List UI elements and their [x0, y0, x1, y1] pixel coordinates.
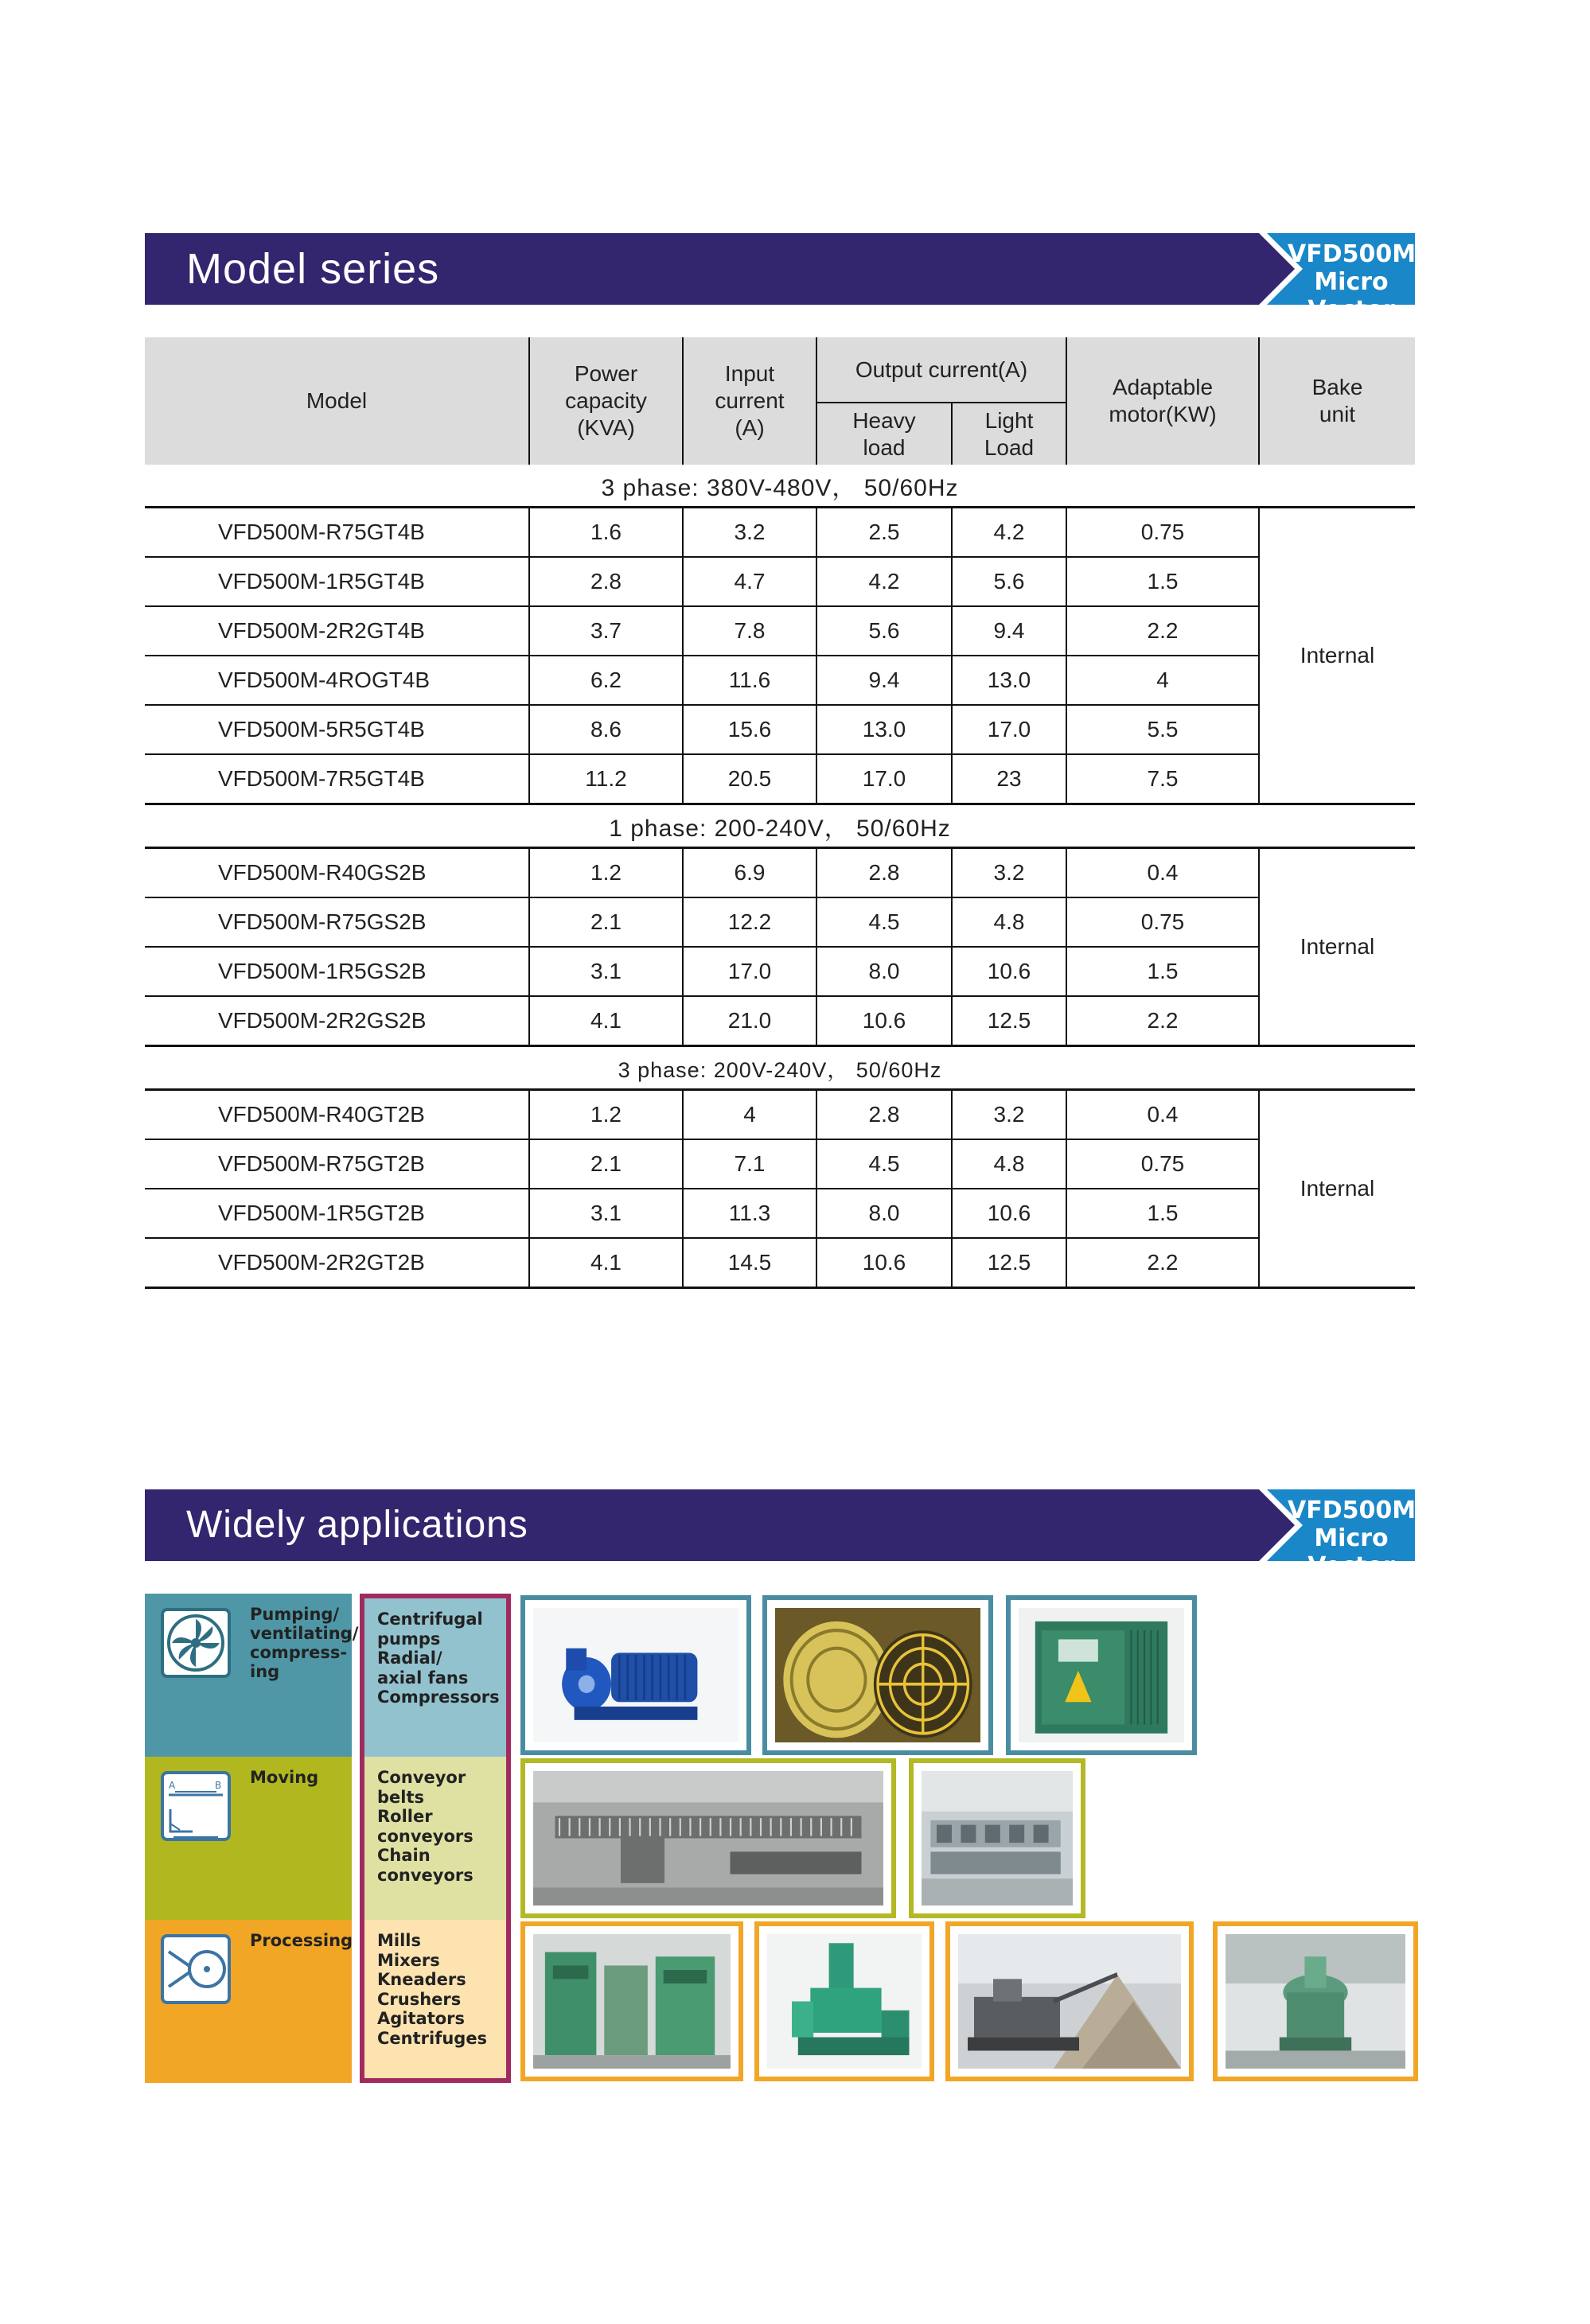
application-item: axial fans — [377, 1668, 469, 1688]
cell-input: 3.2 — [683, 508, 816, 558]
cell-light: 10.6 — [952, 1189, 1066, 1238]
header-input-current: Input current (A) — [683, 337, 816, 465]
cell-input: 14.5 — [683, 1238, 816, 1288]
application-item: conveyors — [377, 1826, 473, 1846]
table-row — [145, 1238, 1415, 1288]
cell-input: 6.9 — [683, 848, 816, 898]
application-item: Agitators — [377, 2009, 466, 2028]
section-title: Widely applications — [186, 1504, 528, 1546]
cell-heavy: 8.0 — [816, 947, 952, 996]
header-light-load: Light Load — [952, 403, 1066, 465]
cell-light: 3.2 — [952, 1090, 1066, 1140]
cell-input: 7.1 — [683, 1139, 816, 1189]
cell-motor: 4 — [1066, 656, 1259, 705]
cell-power: 2.1 — [529, 897, 683, 947]
phase-group-label: 1 phase: 200-240V， 50/60Hz — [145, 804, 1415, 848]
cell-input: 11.6 — [683, 656, 816, 705]
cell-model: VFD500M-R40GS2B — [145, 848, 529, 898]
cell-bake-unit: Internal — [1259, 1090, 1415, 1288]
cell-motor: 1.5 — [1066, 1189, 1259, 1238]
cell-power: 8.6 — [529, 705, 683, 754]
cell-input: 15.6 — [683, 705, 816, 754]
production-line-photo — [909, 1758, 1085, 1918]
cell-model: VFD500M-2R2GS2B — [145, 996, 529, 1046]
cell-input: 4 — [683, 1090, 816, 1140]
header-adaptable-motor: Adaptable motor(KW) — [1066, 337, 1259, 465]
phase-group-label: 3 phase: 200V-240V， 50/60Hz — [145, 1046, 1415, 1090]
cell-light: 9.4 — [952, 606, 1066, 656]
category-label — [250, 1768, 352, 1787]
svg-text:B: B — [215, 1780, 222, 1791]
product-tag — [1259, 1489, 1417, 1608]
fan-icon — [158, 1605, 234, 1681]
cell-model: VFD500M-R40GT2B — [145, 1090, 529, 1140]
phase-group-label: 3 phase: 380V-480V， 50/60Hz — [145, 465, 1415, 508]
industrial-fans-photo — [762, 1595, 993, 1755]
cell-heavy: 5.6 — [816, 606, 952, 656]
application-category — [145, 1594, 359, 1757]
phase-group-row — [145, 1046, 1415, 1090]
kneader-photo — [754, 1921, 934, 2081]
cell-heavy: 9.4 — [816, 656, 952, 705]
cell-light: 17.0 — [952, 705, 1066, 754]
cell-light: 13.0 — [952, 656, 1066, 705]
header-heavy-load: Heavy load — [816, 403, 952, 465]
table-row — [145, 754, 1415, 804]
cell-power: 3.1 — [529, 1189, 683, 1238]
category-label-line: compress- — [250, 1643, 348, 1662]
table-row — [145, 848, 1415, 898]
cell-motor: 0.75 — [1066, 897, 1259, 947]
category-label — [250, 1605, 359, 1681]
cell-motor: 2.2 — [1066, 606, 1259, 656]
cell-power: 1.6 — [529, 508, 683, 558]
header-power-capacity: Power capacity (KVA) — [529, 337, 683, 465]
cell-motor: 1.5 — [1066, 557, 1259, 606]
tag-line-1: VFD500M Micro — [1288, 1497, 1417, 1552]
application-item: Chain — [377, 1846, 431, 1865]
table-row — [145, 508, 1415, 558]
table-row — [145, 897, 1415, 947]
table-row — [145, 1090, 1415, 1140]
application-item: Conveyor belts — [377, 1768, 466, 1807]
section-title: Model series — [186, 245, 440, 293]
cell-model: VFD500M-2R2GT4B — [145, 606, 529, 656]
mill-machinery-photo — [520, 1921, 743, 2081]
application-item: Radial/ — [377, 1649, 442, 1668]
tag-line-1: VFD500M Micro — [1288, 240, 1417, 296]
cell-heavy: 2.8 — [816, 1090, 952, 1140]
table-row — [145, 606, 1415, 656]
application-item: Centrifuges — [377, 2028, 488, 2048]
category-label — [250, 1931, 352, 1950]
cell-input: 7.8 — [683, 606, 816, 656]
header-output-current: Output current(A) — [816, 337, 1066, 403]
cell-power: 1.2 — [529, 1090, 683, 1140]
cell-light: 3.2 — [952, 848, 1066, 898]
cell-bake-unit: Internal — [1259, 848, 1415, 1046]
application-item: Kneaders — [377, 1970, 466, 1989]
cell-light: 10.6 — [952, 947, 1066, 996]
cell-power: 11.2 — [529, 754, 683, 804]
svg-text:A: A — [169, 1780, 176, 1791]
cell-motor: 2.2 — [1066, 1238, 1259, 1288]
cell-motor: 1.5 — [1066, 947, 1259, 996]
model-series-banner — [145, 233, 1417, 324]
cell-heavy: 4.5 — [816, 1139, 952, 1189]
cell-model: VFD500M-2R2GT2B — [145, 1238, 529, 1288]
cell-power: 6.2 — [529, 656, 683, 705]
cell-model: VFD500M-5R5GT4B — [145, 705, 529, 754]
cell-motor: 0.75 — [1066, 508, 1259, 558]
category-label-line: ventilating/ — [250, 1624, 359, 1643]
table-row — [145, 1189, 1415, 1238]
cell-model: VFD500M-4ROGT4B — [145, 656, 529, 705]
cell-motor: 5.5 — [1066, 705, 1259, 754]
cell-heavy: 13.0 — [816, 705, 952, 754]
application-item: Crushers — [377, 1989, 462, 2009]
cell-model: VFD500M-1R5GS2B — [145, 947, 529, 996]
cell-model: VFD500M-1R5GT2B — [145, 1189, 529, 1238]
application-item: Mixers — [377, 1950, 440, 1970]
cell-input: 11.3 — [683, 1189, 816, 1238]
cell-light: 12.5 — [952, 1238, 1066, 1288]
cell-light: 4.2 — [952, 508, 1066, 558]
phase-group-row — [145, 804, 1415, 848]
cell-motor: 0.4 — [1066, 1090, 1259, 1140]
crusher-photo — [945, 1921, 1194, 2081]
header-bake-unit: Bake unit — [1259, 337, 1415, 465]
application-item: Mills — [377, 1931, 421, 1950]
header-model: Model — [145, 337, 529, 465]
application-item: conveyors — [377, 1865, 473, 1885]
application-item: Centrifugal — [377, 1610, 483, 1629]
application-item: Compressors — [377, 1688, 500, 1707]
cell-power: 3.1 — [529, 947, 683, 996]
cell-heavy: 10.6 — [816, 996, 952, 1046]
cell-motor: 7.5 — [1066, 754, 1259, 804]
application-list — [360, 1594, 511, 1757]
cell-heavy: 4.2 — [816, 557, 952, 606]
cell-power: 4.1 — [529, 996, 683, 1046]
category-label-line: Moving — [250, 1768, 319, 1787]
table-row — [145, 996, 1415, 1046]
cell-model: VFD500M-R75GS2B — [145, 897, 529, 947]
cell-power: 1.2 — [529, 848, 683, 898]
cell-model: VFD500M-7R5GT4B — [145, 754, 529, 804]
cell-heavy: 4.5 — [816, 897, 952, 947]
cell-input: 12.2 — [683, 897, 816, 947]
applications-banner — [145, 1489, 1417, 1608]
application-list — [360, 1757, 511, 1920]
cell-motor: 0.75 — [1066, 1139, 1259, 1189]
cell-light: 23 — [952, 754, 1066, 804]
phase-group-row — [145, 465, 1415, 508]
category-label-line: Pumping/ — [250, 1605, 340, 1624]
application-category — [145, 1920, 352, 2083]
water-pump-photo — [520, 1595, 751, 1755]
cell-power: 2.1 — [529, 1139, 683, 1189]
application-item: pumps — [377, 1629, 441, 1649]
cell-input: 21.0 — [683, 996, 816, 1046]
cell-motor: 0.4 — [1066, 848, 1259, 898]
cell-power: 3.7 — [529, 606, 683, 656]
model-spec-table — [145, 337, 1415, 1289]
cell-light: 12.5 — [952, 996, 1066, 1046]
roller-conveyor-photo — [520, 1758, 896, 1918]
cell-light: 4.8 — [952, 1139, 1066, 1189]
cell-input: 17.0 — [683, 947, 816, 996]
cell-model: VFD500M-R75GT2B — [145, 1139, 529, 1189]
application-list — [360, 1920, 511, 2083]
cell-input: 4.7 — [683, 557, 816, 606]
cell-heavy: 10.6 — [816, 1238, 952, 1288]
table-row — [145, 705, 1415, 754]
application-category — [145, 1757, 352, 1920]
application-item: Roller — [377, 1807, 433, 1826]
table-row — [145, 557, 1415, 606]
air-compressor-photo — [1006, 1595, 1197, 1755]
cell-input: 20.5 — [683, 754, 816, 804]
cell-light: 5.6 — [952, 557, 1066, 606]
cell-light: 4.8 — [952, 897, 1066, 947]
cell-bake-unit: Internal — [1259, 508, 1415, 804]
table-row — [145, 947, 1415, 996]
cell-heavy: 2.8 — [816, 848, 952, 898]
table-row — [145, 656, 1415, 705]
cell-power: 2.8 — [529, 557, 683, 606]
cell-power: 4.1 — [529, 1238, 683, 1288]
cell-heavy: 8.0 — [816, 1189, 952, 1238]
cell-model: VFD500M-R75GT4B — [145, 508, 529, 558]
conveyor-icon — [158, 1768, 234, 1844]
cell-motor: 2.2 — [1066, 996, 1259, 1046]
category-label-line: Processing — [250, 1931, 353, 1950]
tag-line-2: Vector Ac Drive — [1295, 1552, 1408, 1608]
mill-icon — [158, 1931, 234, 2007]
cell-heavy: 17.0 — [816, 754, 952, 804]
centrifuge-photo — [1213, 1921, 1418, 2081]
table-row — [145, 1139, 1415, 1189]
cell-model: VFD500M-1R5GT4B — [145, 557, 529, 606]
category-label-line: ing — [250, 1662, 280, 1681]
tag-line-2: Vector — [1307, 296, 1395, 324]
product-tag — [1259, 233, 1417, 324]
cell-heavy: 2.5 — [816, 508, 952, 558]
